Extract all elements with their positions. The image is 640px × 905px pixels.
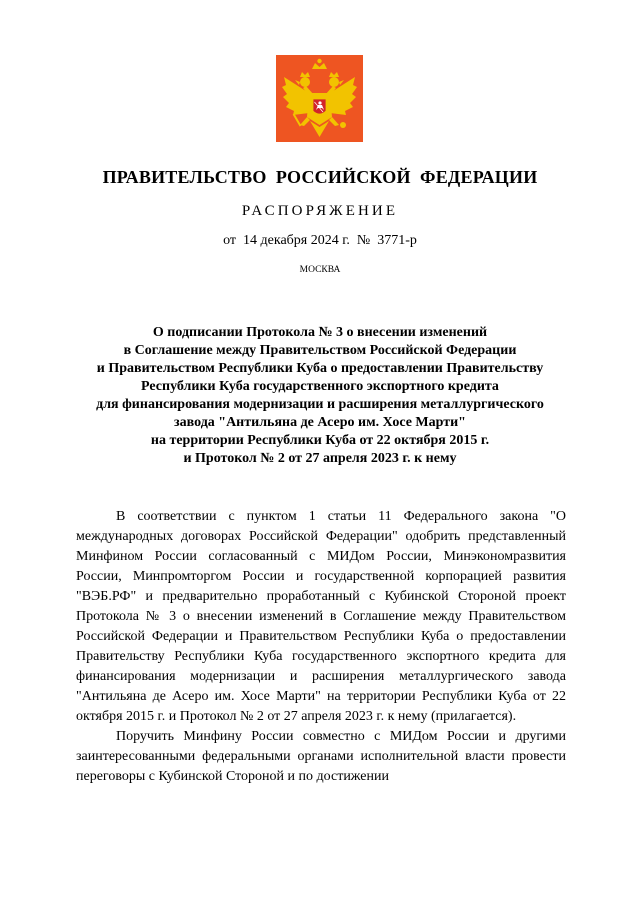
document-type: РАСПОРЯЖЕНИЕ <box>241 203 399 219</box>
document-title <box>60 324 580 468</box>
title-line: завода "Антильяна де Асеро им. Хосе Марти" <box>174 415 466 430</box>
government-name: ПРАВИТЕЛЬСТВО РОССИЙСКОЙ ФЕДЕРАЦИИ <box>102 167 538 187</box>
document-date-number: от 14 декабря 2024 г. № 3771-р <box>223 233 417 248</box>
russian-coat-of-arms-icon <box>276 55 363 142</box>
body-paragraph: В соответствии с пунктом 1 статьи 11 Федерального закона "О международных договорах Российской Федерации" одобрить представленный Минфином России согласованный с МИДом России, Минэкономразвития России, Минпромторгом России и государственной корпорацией развития "ВЭБ.РФ" и предварительно проработанный с Кубинской Стороной проект Протокола № 3 о внесении изменений в Соглашение между Правительством Российской Федерации и Правительством Республики Куба о предоставлении Правительству Республики Куба государственного экспортного кредита для финансирования модернизации и расширения металлургического завода "Антильяна де Асеро им. Хосе Марти" на территории Республики Куба от 22 октября 2015 г. и Протокол № 2 от 27 апреля 2023 г. к нему (прилагается). <box>76 509 566 724</box>
document-city: МОСКВА <box>299 265 341 275</box>
title-line: и Протокол № 2 от 27 апреля 2023 г. к нему <box>183 451 457 466</box>
document-body <box>76 507 566 787</box>
title-line: О подписании Протокола № 3 о внесении изменений <box>152 325 488 340</box>
title-line: для финансирования модернизации и расширения металлургического <box>96 397 544 412</box>
title-line: Республики Куба государственного экспортного кредита <box>141 379 499 394</box>
title-line: в Соглашение между Правительством Российской Федерации <box>123 343 517 358</box>
body-paragraph: Поручить Минфину России совместно с МИДом России и другими заинтересованными федеральными органами исполнительной власти провести переговоры с Кубинской Стороной и по достижении <box>76 729 566 784</box>
title-line: и Правительством Республики Куба о предоставлении Правительству <box>96 361 544 376</box>
title-line: на территории Республики Куба от 22 октября 2015 г. <box>150 433 490 448</box>
